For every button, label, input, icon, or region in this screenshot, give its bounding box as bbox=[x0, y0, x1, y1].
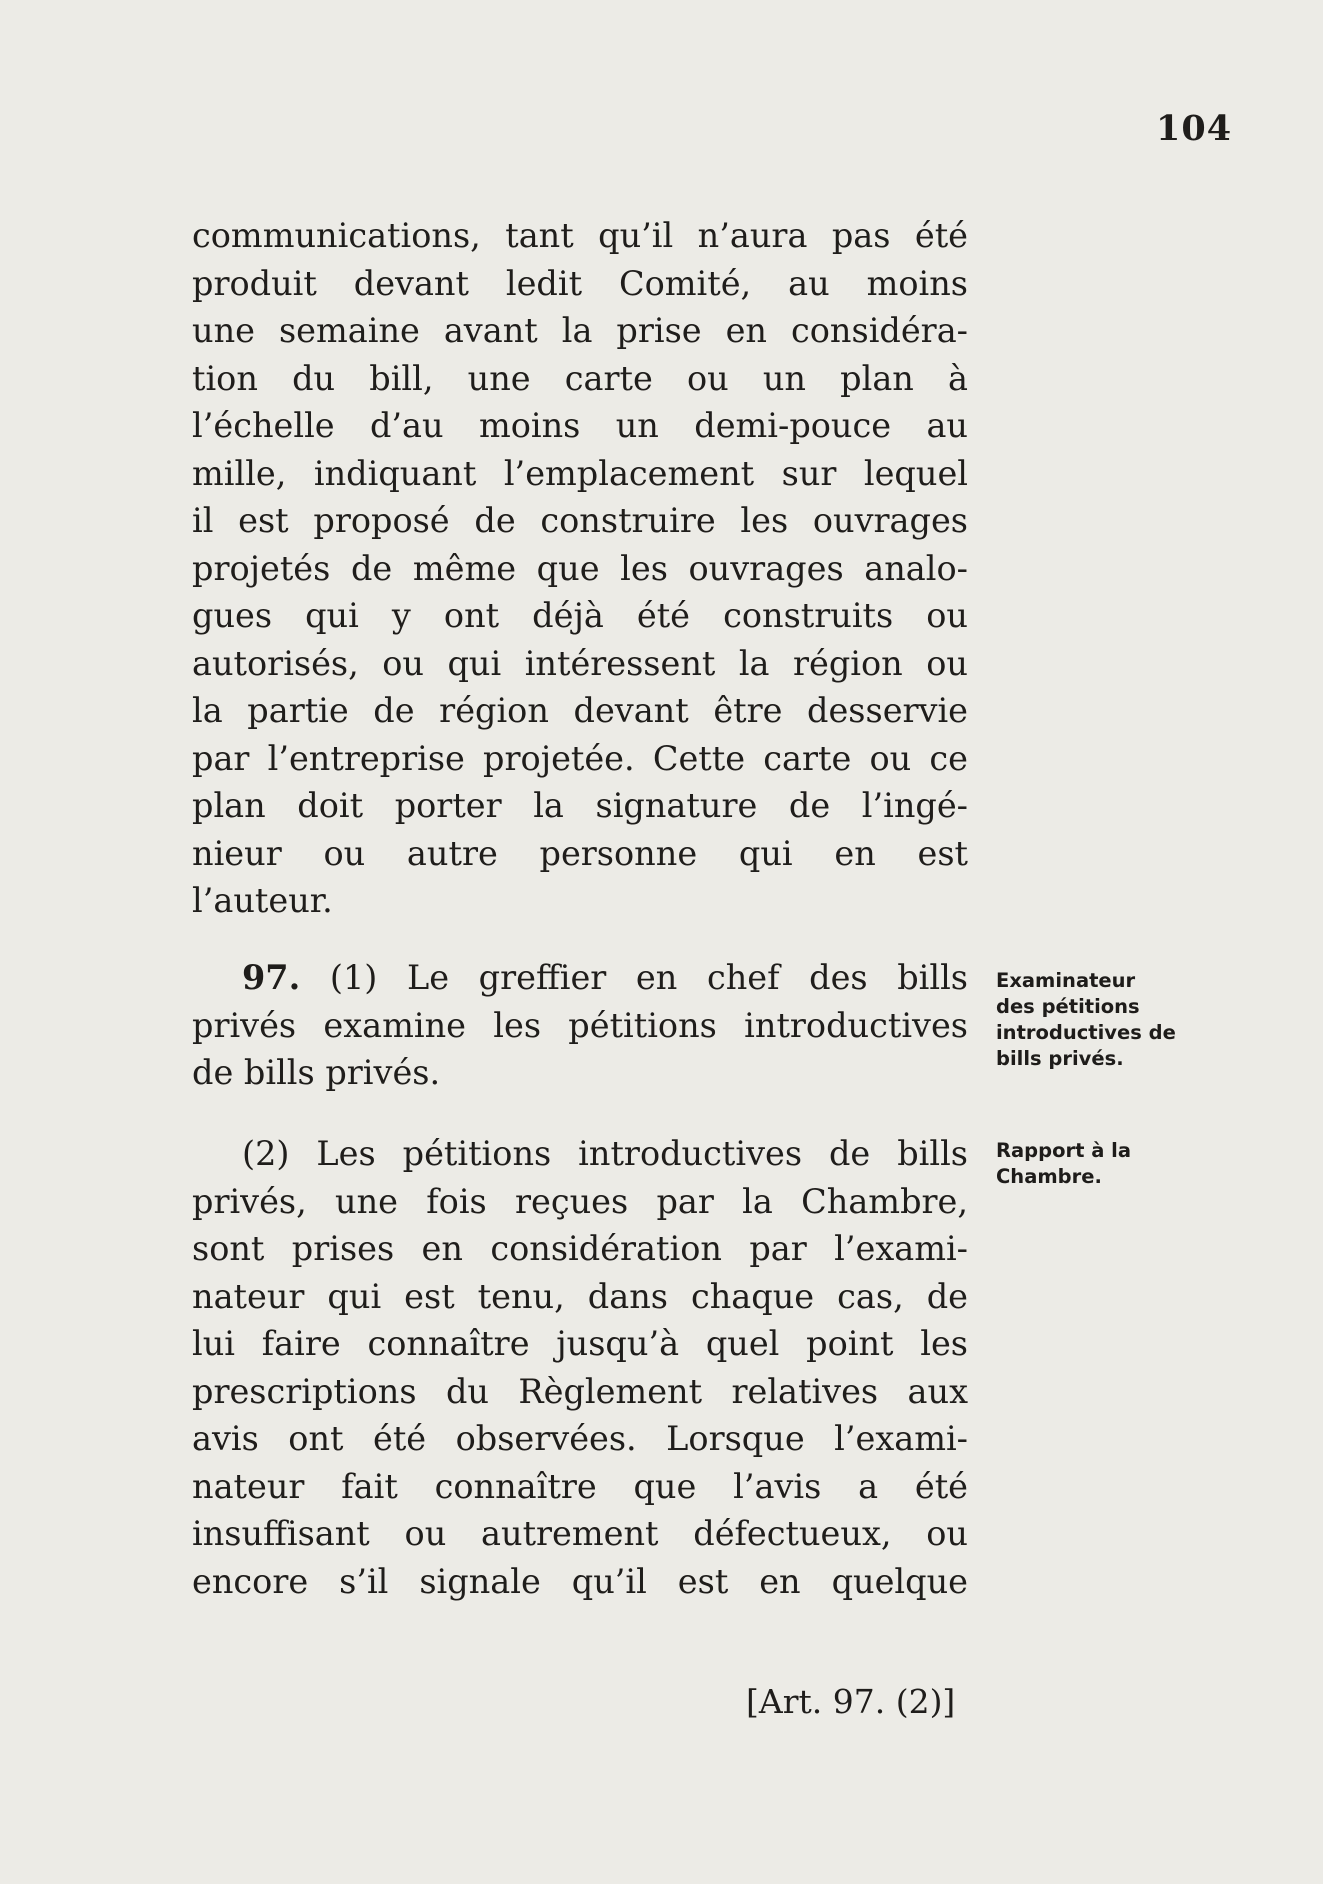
text-line: privés examine les pétitions introductives bbox=[192, 1005, 968, 1045]
text-line: mille, indiquant l’emplacement sur lequel bbox=[192, 453, 968, 493]
text-line: (1) Le greffier en chef des bills bbox=[329, 958, 968, 997]
subsection-2-paragraph bbox=[192, 1130, 968, 1605]
text-line: sont prises en considération par l’exami- bbox=[192, 1229, 968, 1268]
margin-note-line: bills privés. bbox=[996, 1047, 1124, 1070]
article-number: 97. bbox=[242, 958, 301, 997]
text-line: nateur qui est tenu, dans chaque cas, de bbox=[192, 1276, 968, 1316]
text-line: projetés de même que les ouvrages analo- bbox=[192, 548, 968, 588]
text-line: privés, une fois reçues par la Chambre, bbox=[192, 1181, 968, 1221]
section-97-first-line bbox=[192, 954, 968, 1002]
margin-note-rapport bbox=[996, 1138, 1131, 1190]
text-line: produit devant ledit Comité, au moins bbox=[192, 263, 968, 303]
text-line: l’échelle d’au moins un demi-pouce au bbox=[192, 406, 968, 445]
text-line: encore s’il signale qu’il est en quelque bbox=[192, 1561, 968, 1601]
text-line: autorisés, ou qui intéressent la région ou bbox=[192, 643, 968, 683]
margin-note-line: Rapport à la bbox=[996, 1139, 1132, 1162]
text-line: gues qui y ont déjà été construits ou bbox=[192, 596, 968, 635]
text-line: nateur fait connaître que l’avis a été bbox=[192, 1466, 968, 1506]
text-line: la partie de région devant être desservie bbox=[192, 691, 968, 730]
text-line: lui faire connaître jusqu’à quel point les bbox=[192, 1324, 968, 1363]
catchword-reference: [Art. 97. (2)] bbox=[746, 1682, 956, 1721]
page-number: 104 bbox=[1156, 108, 1233, 149]
text-line: avis ont été observées. Lorsque l’exami- bbox=[192, 1419, 968, 1458]
margin-note-line: des pétitions bbox=[996, 995, 1140, 1018]
margin-note-examinateur bbox=[996, 968, 1176, 1072]
margin-note-line: Chambre. bbox=[996, 1165, 1102, 1188]
text-line: communications, tant qu’il n’aura pas été bbox=[192, 216, 968, 255]
margin-note-line: introductives de bbox=[996, 1021, 1176, 1044]
section-97-paragraph bbox=[192, 954, 968, 1097]
continuation-paragraph bbox=[192, 212, 968, 925]
text-line: insuffisant ou autrement défectueux, ou bbox=[192, 1514, 968, 1553]
text-line: une semaine avant la prise en considéra- bbox=[192, 311, 968, 350]
text-line: par l’entreprise projetée. Cette carte ou ce bbox=[192, 738, 968, 778]
text-line: de bills privés. bbox=[192, 1053, 441, 1092]
text-line: l’auteur. bbox=[192, 881, 333, 920]
text-line: prescriptions du Règlement relatives aux bbox=[192, 1371, 968, 1411]
text-line: tion du bill, une carte ou un plan à bbox=[192, 358, 968, 398]
text-line: nieur ou autre personne qui en est bbox=[192, 833, 968, 873]
margin-note-line: Examinateur bbox=[996, 969, 1136, 992]
text-line: (2) Les pétitions introductives de bills bbox=[242, 1134, 968, 1173]
text-line: il est proposé de construire les ouvrages bbox=[192, 501, 968, 540]
text-line: plan doit porter la signature de l’ingé- bbox=[192, 786, 968, 825]
